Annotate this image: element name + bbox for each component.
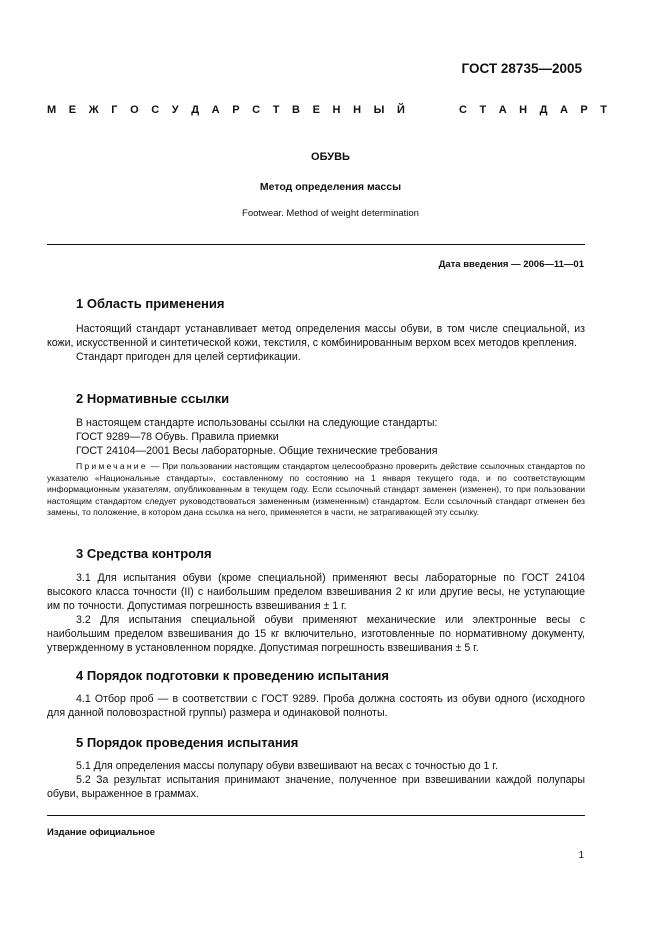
section-5-body [47,759,585,801]
banner-letter: Е [312,104,320,116]
section-1-heading: 1 Область применения [76,296,225,311]
banner-letter: Д [191,104,200,116]
page-number: 1 [578,850,584,861]
interstate-standard-banner [47,104,607,116]
section-5-paragraph: 5.1 Для определения массы полупару обуви взвешивают на весах с точностью до 1 г. [76,760,498,772]
english-title: Footwear. Method of weight determination [242,208,419,219]
section-3-paragraph: 3.2 Для испытания специальной обуви применяют механические или электронные весы с наибольшим пределом взвешивания до 15 кг включительно, изготовленные по нормативному документу, утвержденному в установленном порядке. Допустимая погрешность взвешивания ± 5 г. [47,614,585,654]
note-label: Примечание [76,461,148,471]
banner-word-2 [459,104,607,116]
banner-letter: Е [68,104,77,116]
section-4-paragraph: 4.1 Отбор проб — в соответствии с ГОСТ 9289. Проба должна состоять из обуви одного (исходного для данной половозрастной группы) размера и одинаковой полноты. [47,693,585,719]
section-2-line: В настоящем стандарте использованы ссылки на следующие стандарты: [76,417,438,429]
bottom-divider [47,815,585,816]
section-3-heading: 3 Средства контроля [76,546,212,561]
top-divider [47,244,585,245]
section-2-heading: 2 Нормативные ссылки [76,391,230,406]
section-3-paragraph: 3.1 Для испытания обуви (кроме специальной) применяют весы лабораторные по ГОСТ 24104 высокого класса точности (II) с наибольшим пределом взвешивания 2 кг или другие весы, не уступающие им по точности. Допустимая погрешность взвешивания ± 1 г. [47,572,585,612]
section-1-body [47,322,585,364]
banner-letter: Й [396,104,405,116]
banner-letter: Н [519,104,528,116]
banner-letter: О [130,104,139,116]
section-1-paragraph: Настоящий стандарт устанавливает метод определения массы обуви, в том числе специальной, из кожи, искусственной и синтетической кожи, текстиля, с комбинированным верхом всех методов крепления. [47,323,585,349]
banner-letter: Т [272,104,280,116]
banner-letter: Р [232,104,240,116]
section-2-line: ГОСТ 24104—2001 Весы лабораторные. Общие технические требования [76,445,438,457]
banner-letter: А [498,104,507,116]
section-2-line: ГОСТ 9289—78 Обувь. Правила приемки [76,431,279,443]
banner-letter: В [292,104,300,116]
standard-number: ГОСТ 28735—2005 [461,61,582,76]
banner-word-1 [47,104,405,116]
banner-letter: У [171,104,179,116]
banner-letter: М [47,104,57,116]
banner-letter: Ж [88,104,99,116]
banner-letter: Н [353,104,362,116]
document-subtitle: Метод определения массы [259,181,402,193]
introduction-date: Дата введения — 2006—11—01 [438,259,584,270]
document-title: ОБУВЬ [311,151,350,163]
banner-letter: Т [479,104,487,116]
banner-letter: С [459,104,467,116]
section-4-heading: 4 Порядок подготовки к проведению испытания [76,668,389,683]
section-5-heading: 5 Порядок проведения испытания [76,735,299,750]
section-5-paragraph: 5.2 За результат испытания принимают значение, полученное при взвешивании каждой полупары обуви, выраженное в граммах. [47,774,585,800]
edition-label: Издание официальное [47,827,155,838]
section-2-note [47,461,585,519]
section-1-paragraph: Стандарт пригоден для целей сертификации. [76,351,301,363]
banner-letter: С [151,104,160,116]
section-3-body [47,571,585,655]
banner-letter: Р [580,104,588,116]
banner-letter: С [252,104,261,116]
section-4-body [47,692,585,720]
banner-letter: Г [111,104,118,116]
banner-letter: Ы [373,104,385,116]
banner-letter: А [211,104,220,116]
section-2-body [47,416,585,458]
banner-letter: Т [600,104,607,116]
banner-letter: Н [332,104,341,116]
banner-letter: А [559,104,568,116]
banner-letter: Д [539,104,548,116]
note-text: — При пользовании настоящим стандартом целесообразно проверить действие ссылочных стандартов по указателю «Национальные стандарты», составленному по состоянию на 1 января текущего года, и по соответствующим информационным указателям, опубликованным в текущем году. Если ссылочный стандарт заменен (изменен), то при пользовании настоящим стандартом следует руководствоваться замененным (измененным) стандартом. Если ссылочный стандарт отменен без замены, то положение, в котором дана ссылка на него, применяется в части, не затрагивающей эту ссылку. [47,461,585,518]
